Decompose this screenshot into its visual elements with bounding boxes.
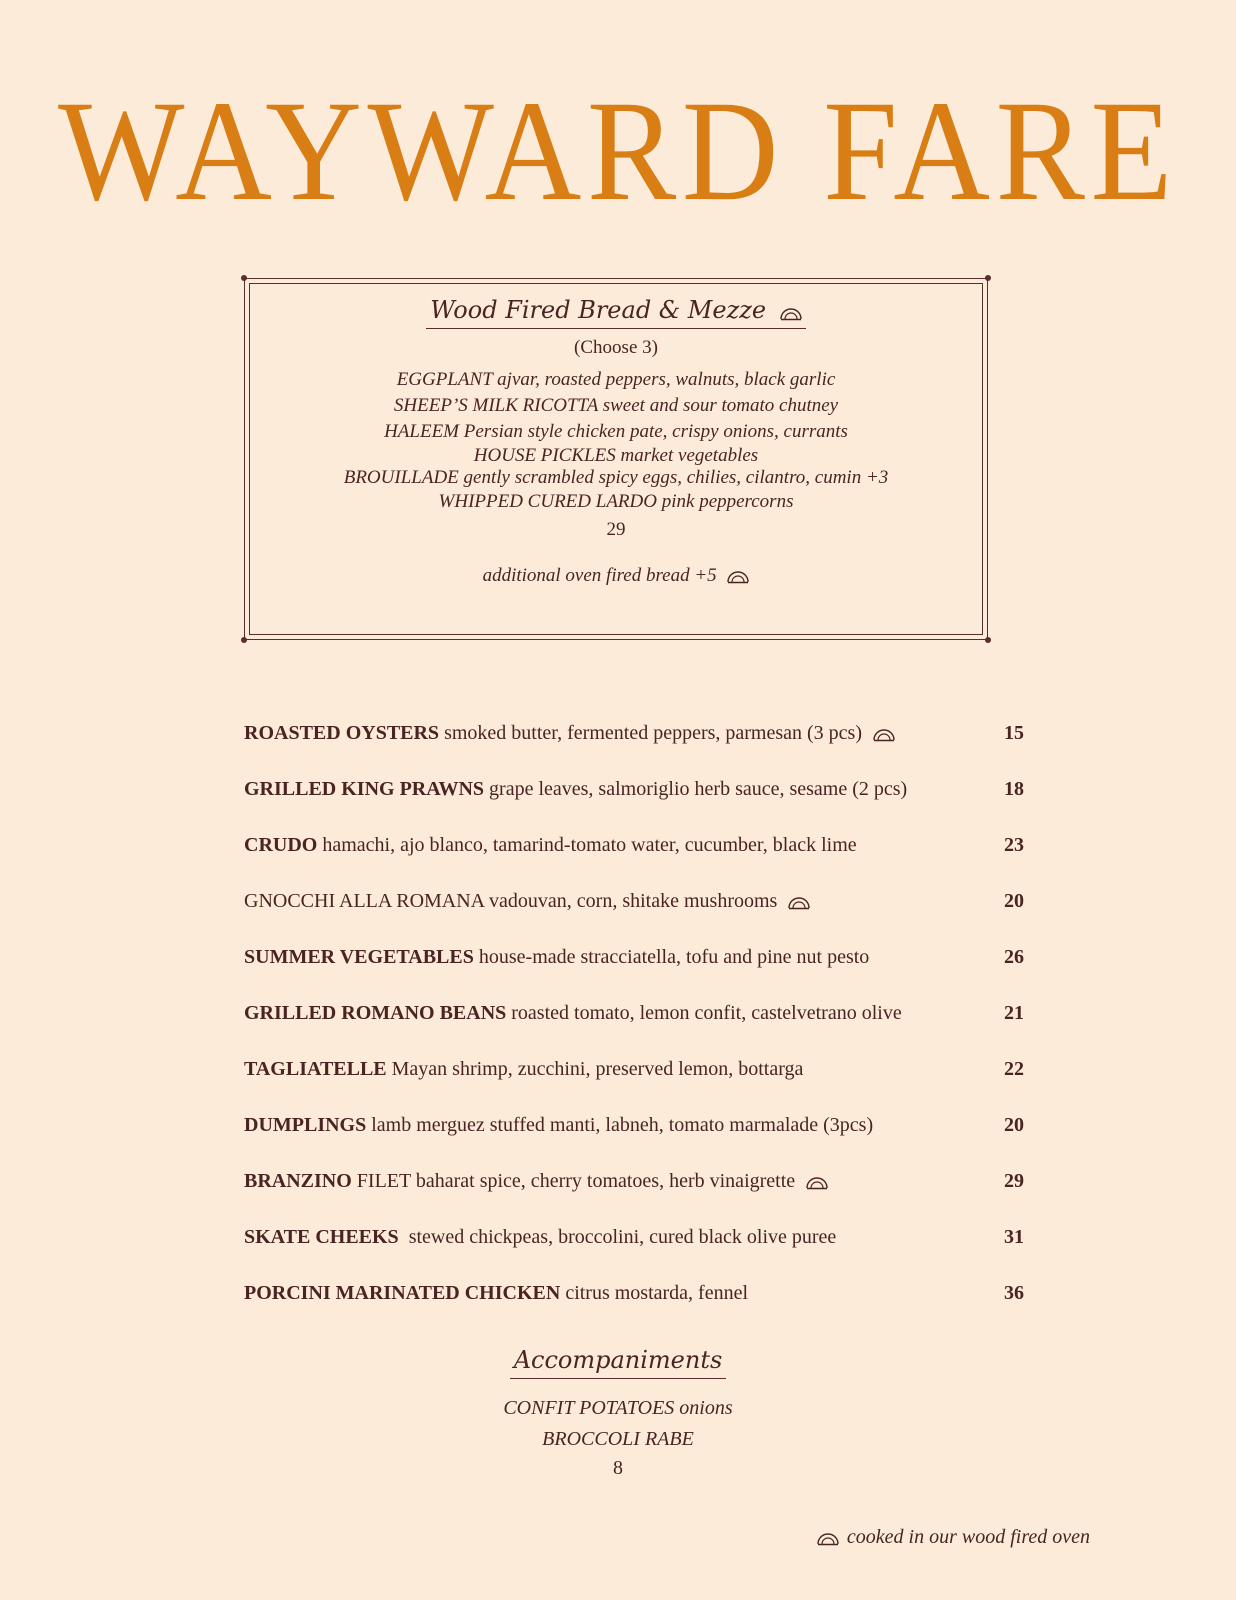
dish-name: SUMMER VEGETABLES [244,946,474,968]
dish-name: CRUDO [244,834,318,856]
dish-price: 20 [1004,890,1024,912]
dish-row [244,1170,1024,1226]
footnote [817,1526,1090,1549]
dish-description: citrus mostarda, fennel [560,1282,749,1304]
dish-description: lamb merguez stuffed manti, labneh, tomato marmalade (3pcs) [366,1114,874,1136]
dish-row [244,722,1024,778]
mezze-item: HALEEM Persian style chicken pate, crispy onions, currants [384,421,848,442]
mezze-item: EGGPLANT ajvar, roasted peppers, walnuts, black garlic [396,369,836,390]
dish-description: FILET baharat spice, cherry tomatoes, herb vinaigrette [351,1170,796,1192]
dish-price: 18 [1004,778,1024,800]
dish-price: 22 [1004,1058,1024,1080]
dish-name: PORCINI MARINATED CHICKEN [244,1282,561,1304]
oven-icon [788,896,810,910]
dish-row [244,890,1024,946]
dish-description: stewed chickpeas, broccolini, cured black olive puree [398,1226,837,1248]
dish-name: GRILLED ROMANO BEANS [244,1002,507,1024]
dish-description: vadouvan, corn, shitake mushrooms [484,890,778,912]
corner-ornament [241,637,247,643]
mezze-list [244,367,988,515]
mezze-subtitle: (Choose 3) [574,337,658,358]
oven-icon [727,570,749,584]
mezze-box [244,278,988,640]
oven-icon [806,1176,828,1190]
dish-row [244,1282,1024,1338]
oven-icon [873,728,895,742]
dish-name: SKATE CHEEKS [244,1226,399,1248]
mezze-price: 29 [606,519,626,540]
dish-price: 29 [1004,1170,1024,1192]
mezze-heading [426,296,805,329]
accompaniments-price: 8 [613,1457,623,1479]
dish-row [244,1114,1024,1170]
dish-description: house-made stracciatella, tofu and pine nut pesto [473,946,870,968]
dish-row [244,778,1024,834]
mezze-content [244,278,988,587]
mezze-item: SHEEP’S MILK RICOTTA sweet and sour tomato chutney [393,395,839,416]
dish-price: 31 [1004,1226,1024,1248]
mezze-item: WHIPPED CURED LARDO pink peppercorns [438,491,794,512]
dish-row [244,1058,1024,1114]
mezze-title: Wood Fired Bread & Mezze [430,296,767,324]
dish-list [244,722,1024,1338]
dish-price: 23 [1004,834,1024,856]
oven-icon [817,1532,839,1546]
mezze-extra [244,565,988,587]
dish-price: 20 [1004,1114,1024,1136]
dish-name: GRILLED KING PRAWNS [244,778,485,800]
dish-description: grape leaves, salmoriglio herb sauce, sesame (2 pcs) [484,778,908,800]
dish-price: 36 [1004,1282,1024,1304]
accompaniment-item: BROCCOLI RABE [542,1428,694,1450]
corner-ornament [985,637,991,643]
dish-description: Mayan shrimp, zucchini, preserved lemon, bottarga [386,1058,804,1080]
accompaniments-section [0,1346,1236,1480]
dish-description: hamachi, ajo blanco, tamarind-tomato water, cucumber, black lime [317,834,857,856]
dish-row [244,1226,1024,1282]
dish-name: TAGLIATELLE [244,1058,387,1080]
dish-row [244,1002,1024,1058]
dish-description: roasted tomato, lemon confit, castelvetrano olive [506,1002,902,1024]
oven-icon [780,307,802,321]
footnote-text: cooked in our wood fired oven [846,1526,1090,1548]
dish-row [244,834,1024,890]
dish-row [244,946,1024,1002]
dish-price: 21 [1004,1002,1024,1024]
dish-name: GNOCCHI ALLA ROMANA [244,890,485,912]
dish-name: ROASTED OYSTERS [244,722,440,744]
dish-price: 26 [1004,946,1024,968]
dish-price: 15 [1004,722,1024,744]
dish-name: BRANZINO [244,1170,352,1192]
dish-name: DUMPLINGS [244,1114,367,1136]
mezze-item: HOUSE PICKLES market vegetables [473,445,759,466]
accompaniments-title: Accompaniments [510,1346,727,1379]
extra-bread-text: additional oven fired bread +5 [482,565,717,586]
accompaniment-item: CONFIT POTATOES onions [503,1397,733,1419]
dish-description: smoked butter, fermented peppers, parmesan (3 pcs) [439,722,863,744]
restaurant-title: WAYWARD FARE [58,72,1178,231]
mezze-item: BROUILLADE gently scrambled spicy eggs, chilies, cilantro, cumin +3 [343,467,889,488]
